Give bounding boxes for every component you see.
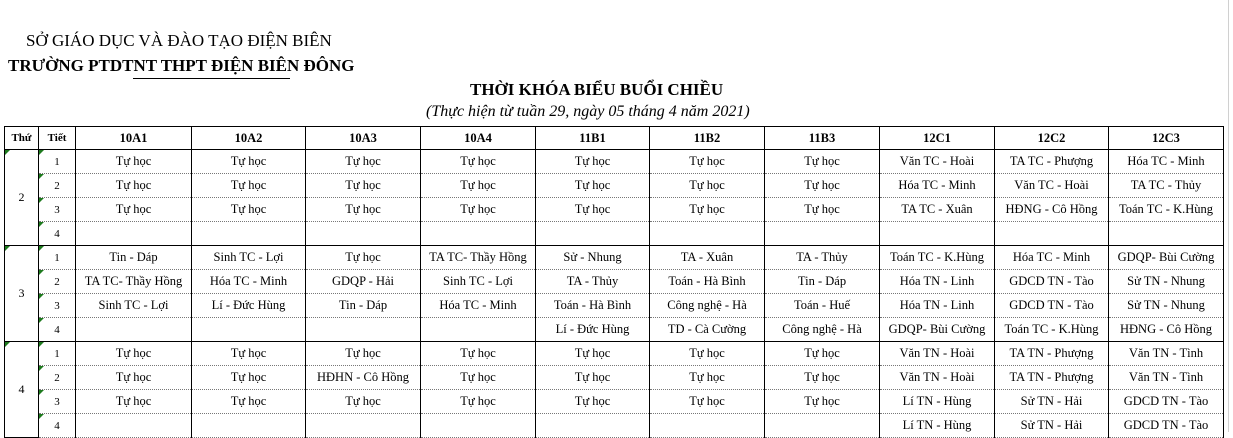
lesson-cell: [1109, 222, 1224, 246]
lesson-cell: Toán TC - K.Hùng: [880, 246, 995, 270]
lesson-cell: Lí TN - Hùng: [880, 414, 995, 438]
table-row: [5, 174, 1224, 198]
lesson-cell: Tự học: [650, 174, 765, 198]
lesson-cell: TA TC - Xuân: [880, 198, 995, 222]
cell-comment-marker: [39, 414, 44, 419]
lesson-cell: [765, 222, 880, 246]
table-row: [5, 294, 1224, 318]
table-row: [5, 342, 1224, 366]
lesson-cell: [306, 318, 421, 342]
lesson-cell: Tự học: [765, 198, 880, 222]
department-name: SỞ GIÁO DỤC VÀ ĐÀO TẠO ĐIỆN BIÊN: [26, 31, 332, 50]
period-cell: [39, 246, 76, 270]
lesson-cell: TA TC- Thầy Hồng: [421, 246, 536, 270]
lesson-cell: Tự học: [765, 174, 880, 198]
sheet-edge: [1228, 0, 1229, 432]
lesson-cell: Hóa TC - Minh: [192, 270, 306, 294]
col-header-class: 11B3: [765, 127, 880, 150]
lesson-cell: Tự học: [536, 150, 650, 174]
col-header-class: 12C2: [995, 127, 1109, 150]
period-cell: [39, 174, 76, 198]
table-row: [5, 390, 1224, 414]
period-label: 2: [54, 275, 60, 288]
table-row: [5, 246, 1224, 270]
lesson-cell: Lí - Đức Hùng: [192, 294, 306, 318]
cell-comment-marker: [39, 246, 44, 251]
cell-comment-marker: [39, 390, 44, 395]
period-label: 4: [54, 323, 60, 336]
lesson-cell: TA TN - Phượng: [995, 342, 1109, 366]
lesson-cell: Hóa TC - Minh: [995, 246, 1109, 270]
lesson-cell: [192, 318, 306, 342]
lesson-cell: [76, 318, 192, 342]
lesson-cell: [880, 222, 995, 246]
lesson-cell: Tự học: [650, 366, 765, 390]
lesson-cell: Hóa TN - Linh: [880, 270, 995, 294]
lesson-cell: Tin - Dáp: [306, 294, 421, 318]
col-header-class: 10A3: [306, 127, 421, 150]
lesson-cell: Tự học: [536, 342, 650, 366]
lesson-cell: TA - Xuân: [650, 246, 765, 270]
lesson-cell: Văn TN - Tình: [1109, 342, 1224, 366]
table-row: [5, 150, 1224, 174]
lesson-cell: [306, 414, 421, 438]
lesson-cell: Tự học: [536, 390, 650, 414]
period-label: 2: [54, 179, 60, 192]
lesson-cell: GDCD TN - Tào: [995, 270, 1109, 294]
lesson-cell: Tự học: [421, 174, 536, 198]
lesson-cell: [192, 414, 306, 438]
lesson-cell: Tự học: [765, 366, 880, 390]
col-header-class: 10A1: [76, 127, 192, 150]
lesson-cell: Văn TN - Hoài: [880, 366, 995, 390]
lesson-cell: Tự học: [192, 198, 306, 222]
lesson-cell: Sinh TC - Lợi: [76, 294, 192, 318]
cell-comment-marker: [39, 150, 44, 155]
lesson-cell: Văn TN - Tình: [1109, 366, 1224, 390]
header-row: [5, 127, 1224, 150]
lesson-cell: [650, 222, 765, 246]
lesson-cell: [536, 222, 650, 246]
cell-comment-marker: [39, 222, 44, 227]
lesson-cell: Tự học: [192, 366, 306, 390]
table-row: [5, 222, 1224, 246]
timetable-title: THỜI KHÓA BIỂU BUỔI CHIỀU: [470, 80, 724, 99]
lesson-cell: Sử TN - Nhung: [1109, 270, 1224, 294]
lesson-cell: [192, 222, 306, 246]
lesson-cell: Hóa TN - Linh: [880, 294, 995, 318]
lesson-cell: Lí - Đức Hùng: [536, 318, 650, 342]
timetable-subtitle: (Thực hiện từ tuần 29, ngày 05 tháng 4 năm 2021): [426, 103, 750, 120]
cell-comment-marker: [39, 294, 44, 299]
table-row: [5, 366, 1224, 390]
lesson-cell: [536, 414, 650, 438]
lesson-cell: GDQP- Bùi Cường: [1109, 246, 1224, 270]
lesson-cell: Tin - Dáp: [76, 246, 192, 270]
lesson-cell: [76, 414, 192, 438]
day-cell: [5, 342, 39, 438]
lesson-cell: TA TC- Thầy Hồng: [76, 270, 192, 294]
day-cell: [5, 246, 39, 342]
col-header-class: 11B2: [650, 127, 765, 150]
lesson-cell: Tự học: [650, 150, 765, 174]
period-cell: [39, 294, 76, 318]
cell-comment-marker: [39, 174, 44, 179]
col-header-day: Thứ: [5, 127, 39, 150]
lesson-cell: Hóa TC - Minh: [421, 294, 536, 318]
lesson-cell: Công nghệ - Hà: [765, 318, 880, 342]
lesson-cell: Tự học: [765, 342, 880, 366]
col-header-period: Tiết: [39, 127, 76, 150]
cell-comment-marker: [5, 342, 10, 347]
period-cell: [39, 342, 76, 366]
lesson-cell: [421, 318, 536, 342]
lesson-cell: Sử TN - Nhung: [1109, 294, 1224, 318]
lesson-cell: Công nghệ - Hà: [650, 294, 765, 318]
lesson-cell: [650, 414, 765, 438]
lesson-cell: Tự học: [536, 198, 650, 222]
school-name-underline: [133, 78, 290, 79]
period-label: 3: [54, 395, 60, 408]
lesson-cell: TA TC - Thủy: [1109, 174, 1224, 198]
lesson-cell: Tự học: [765, 390, 880, 414]
cell-comment-marker: [39, 366, 44, 371]
lesson-cell: GDCD TN - Tào: [1109, 390, 1224, 414]
period-label: 4: [54, 419, 60, 432]
lesson-cell: TD - Cà Cường: [650, 318, 765, 342]
lesson-cell: [421, 414, 536, 438]
lesson-cell: GDCD TN - Tào: [1109, 414, 1224, 438]
lesson-cell: TA - Thủy: [536, 270, 650, 294]
lesson-cell: Tự học: [765, 150, 880, 174]
lesson-cell: Toán - Hà Bình: [536, 294, 650, 318]
lesson-cell: Sử TN - Hải: [995, 414, 1109, 438]
lesson-cell: Tự học: [192, 174, 306, 198]
lesson-cell: Tự học: [650, 390, 765, 414]
lesson-cell: Tự học: [421, 366, 536, 390]
lesson-cell: Văn TN - Hoài: [880, 342, 995, 366]
day-label: 3: [18, 286, 25, 300]
lesson-cell: GDQP - Hải: [306, 270, 421, 294]
lesson-cell: Sinh TC - Lợi: [421, 270, 536, 294]
lesson-cell: Hóa TC - Minh: [880, 174, 995, 198]
col-header-class: 11B1: [536, 127, 650, 150]
period-label: 1: [54, 155, 60, 168]
period-label: 2: [54, 371, 60, 384]
period-label: 1: [54, 347, 60, 360]
cell-comment-marker: [39, 318, 44, 323]
lesson-cell: Tự học: [306, 198, 421, 222]
lesson-cell: Lí TN - Hùng: [880, 390, 995, 414]
day-label: 4: [18, 382, 25, 396]
lesson-cell: Tự học: [421, 198, 536, 222]
lesson-cell: Tự học: [76, 150, 192, 174]
period-cell: [39, 390, 76, 414]
lesson-cell: Tin - Dáp: [765, 270, 880, 294]
lesson-cell: TA TN - Phượng: [995, 366, 1109, 390]
lesson-cell: Tự học: [192, 390, 306, 414]
period-cell: [39, 318, 76, 342]
col-header-class: 10A4: [421, 127, 536, 150]
table-row: [5, 318, 1224, 342]
col-header-class: 10A2: [192, 127, 306, 150]
lesson-cell: GDQP- Bùi Cường: [880, 318, 995, 342]
period-cell: [39, 222, 76, 246]
lesson-cell: Tự học: [76, 366, 192, 390]
timetable: [4, 126, 1224, 438]
table-row: [5, 270, 1224, 294]
lesson-cell: Toán - Huế: [765, 294, 880, 318]
lesson-cell: Toán TC - K.Hùng: [995, 318, 1109, 342]
cell-comment-marker: [39, 270, 44, 275]
day-label: 2: [18, 190, 25, 204]
lesson-cell: Tự học: [306, 150, 421, 174]
period-cell: [39, 270, 76, 294]
cell-comment-marker: [39, 198, 44, 203]
day-cell: [5, 150, 39, 246]
lesson-cell: HĐHN - Cô Hồng: [306, 366, 421, 390]
lesson-cell: Tự học: [421, 342, 536, 366]
lesson-cell: [76, 222, 192, 246]
period-cell: [39, 150, 76, 174]
lesson-cell: Tự học: [650, 342, 765, 366]
lesson-cell: Tự học: [650, 198, 765, 222]
cell-comment-marker: [5, 246, 10, 251]
lesson-cell: Tự học: [76, 342, 192, 366]
lesson-cell: Tự học: [76, 390, 192, 414]
col-header-class: 12C1: [880, 127, 995, 150]
lesson-cell: Sử TN - Hải: [995, 390, 1109, 414]
period-label: 3: [54, 299, 60, 312]
cell-comment-marker: [5, 150, 10, 155]
period-label: 3: [54, 203, 60, 216]
period-cell: [39, 366, 76, 390]
school-name: TRƯỜNG PTDTNT THPT ĐIỆN BIÊN ĐÔNG: [8, 56, 355, 75]
lesson-cell: [421, 222, 536, 246]
lesson-cell: Văn TC - Hoài: [995, 174, 1109, 198]
lesson-cell: GDCD TN - Tào: [995, 294, 1109, 318]
table-row: [5, 198, 1224, 222]
lesson-cell: Sinh TC - Lợi: [192, 246, 306, 270]
lesson-cell: Tự học: [192, 342, 306, 366]
lesson-cell: Tự học: [306, 390, 421, 414]
cell-comment-marker: [39, 342, 44, 347]
lesson-cell: Toán TC - K.Hùng: [1109, 198, 1224, 222]
lesson-cell: [306, 222, 421, 246]
lesson-cell: Văn TC - Hoài: [880, 150, 995, 174]
lesson-cell: TA TC - Phượng: [995, 150, 1109, 174]
lesson-cell: Toán - Hà Bình: [650, 270, 765, 294]
lesson-cell: HĐNG - Cô Hồng: [995, 198, 1109, 222]
lesson-cell: Tự học: [306, 174, 421, 198]
lesson-cell: HĐNG - Cô Hồng: [1109, 318, 1224, 342]
lesson-cell: [765, 414, 880, 438]
period-cell: [39, 198, 76, 222]
period-cell: [39, 414, 76, 438]
lesson-cell: Tự học: [76, 198, 192, 222]
period-label: 4: [54, 227, 60, 240]
col-header-class: 12C3: [1109, 127, 1224, 150]
lesson-cell: Tự học: [536, 174, 650, 198]
lesson-cell: Tự học: [306, 342, 421, 366]
lesson-cell: Tự học: [306, 246, 421, 270]
lesson-cell: Tự học: [536, 366, 650, 390]
lesson-cell: Hóa TC - Minh: [1109, 150, 1224, 174]
lesson-cell: [995, 222, 1109, 246]
lesson-cell: Tự học: [76, 174, 192, 198]
lesson-cell: Tự học: [192, 150, 306, 174]
lesson-cell: Sử - Nhung: [536, 246, 650, 270]
period-label: 1: [54, 251, 60, 264]
table-row: [5, 414, 1224, 438]
lesson-cell: TA - Thủy: [765, 246, 880, 270]
lesson-cell: Tự học: [421, 150, 536, 174]
lesson-cell: Tự học: [421, 390, 536, 414]
